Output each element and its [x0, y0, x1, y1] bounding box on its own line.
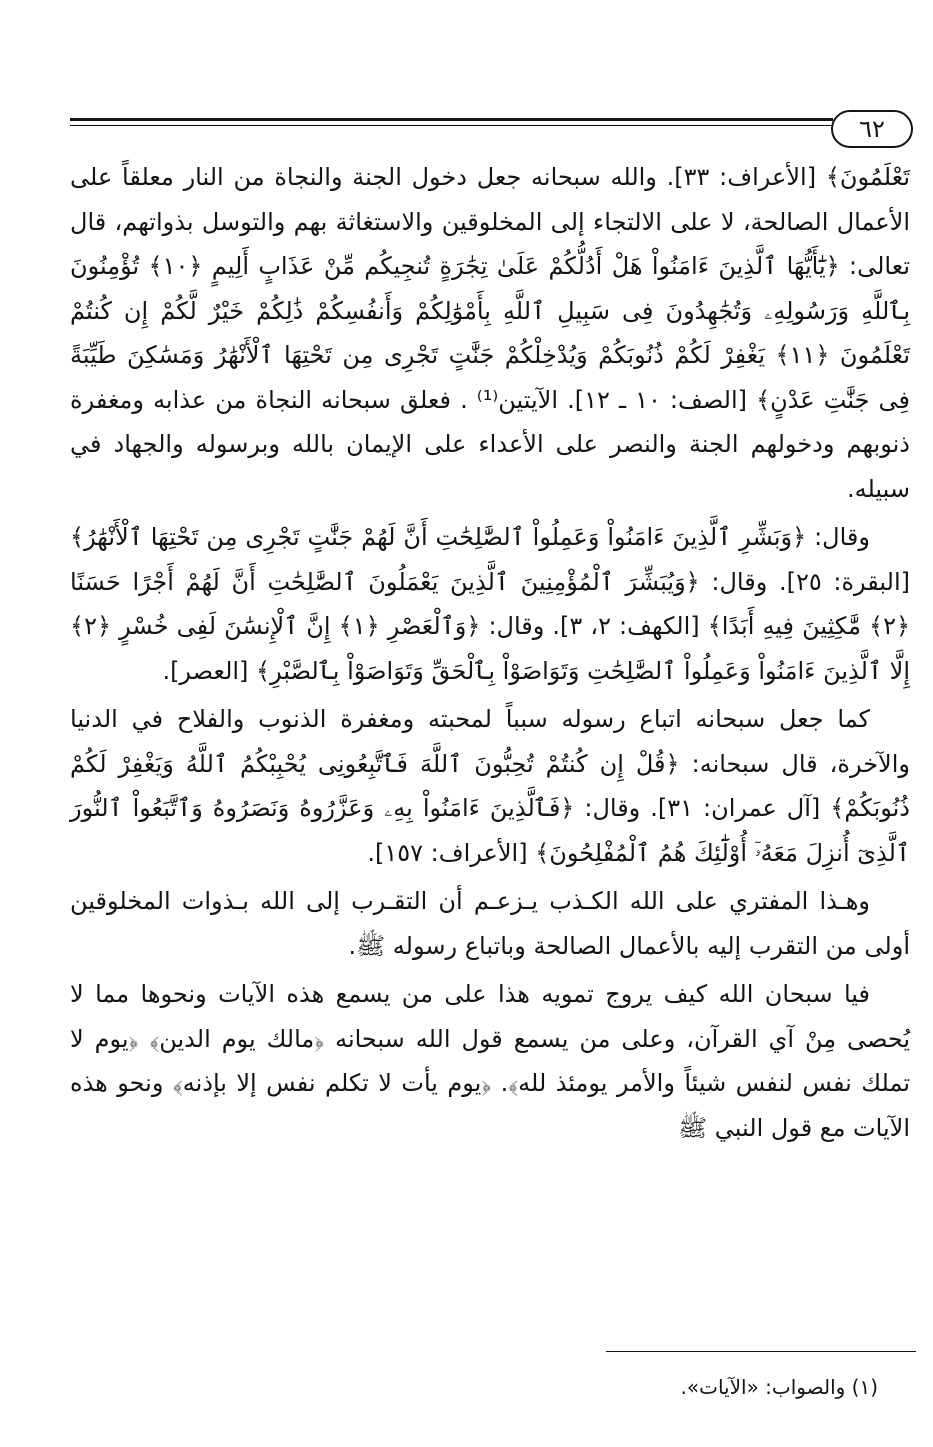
page-number: ٦٢	[831, 110, 913, 148]
paragraph-2: وقال: ﴿وَبَشِّرِ ٱلَّذِينَ ءَامَنُواْ وَعَمِلُواْ ٱلصَّٰلِحَٰتِ أَنَّ لَهُمْ جَنَّٰتٍ تَجْرِى مِن تَحْتِهَا ٱلْأَنْهَٰرُ﴾ [البقرة: ٢٥]. وقال: ﴿وَيُبَشِّرَ ٱلْمُؤْمِنِينَ ٱلَّذِينَ يَعْمَلُونَ ٱلصَّٰلِحَٰتِ أَنَّ لَهُمْ أَجْرًا حَسَنًا ﴿٢﴾ مَّٰكِثِينَ فِيهِ أَبَدًا﴾ [الكهف: ٢، ٣]. وقال: ﴿وَٱلْعَصْرِ ﴿١﴾ إِنَّ ٱلْإِنسَٰنَ لَفِى خُسْرٍ ﴿٢﴾ إِلَّا ٱلَّذِينَ ءَامَنُواْ وَعَمِلُواْ ٱلصَّٰلِحَٰتِ وَتَوَاصَوْاْ بِٱلْحَقِّ وَتَوَاصَوْاْ بِٱلصَّبْرِ﴾ [العصر].	[70, 523, 911, 685]
paragraph-4: وهـذا المفتري على الله الكـذب يـزعـم أن التقـرب إلى الله بـذوات المخلوقين أولى من التقرب إليه بالأعمال الصالحة وباتباع رسوله ﷺ.	[70, 887, 910, 960]
header-rule-thick	[70, 118, 833, 121]
paragraph-3: كما جعل سبحانه اتباع رسوله سبباً لمحبته ومغفرة الذنوب والفلاح في الدنيا والآخرة، قال سبحانه: ﴿قُلْ إِن كُنتُمْ تُحِبُّونَ ٱللَّهَ فَٱتَّبِعُونِى يُحْبِبْكُمُ ٱللَّهُ وَيَغْفِرْ لَكُمْ ذُنُوبَكُمْ﴾ [آل عمران: ٣١]. وقال: ﴿فَٱلَّذِينَ ءَامَنُواْ بِهِۦ وَعَزَّرُوهُ وَنَصَرُوهُ وَٱتَّبَعُواْ ٱلنُّورَ ٱلَّذِىٓ أُنزِلَ مَعَهُۥٓ أُوْلَٰٓئِكَ هُمُ ٱلْمُفْلِحُونَ﴾ [الأعراف: ١٥٧].	[70, 705, 910, 867]
main-text	[70, 155, 910, 1150]
footnote: (١) والصواب: «الآيات».	[680, 1375, 878, 1399]
paragraph-1: تَعْلَمُونَ﴾ [الأعراف: ٣٣]. والله سبحانه جعل دخول الجنة والنجاة من النار معلقاً على الأعمال الصالحة، لا على الالتجاء إلى المخلوقين والاستغاثة بهم والتوسل بذواتهم، قال تعالى: ﴿يَٰٓأَيُّهَا ٱلَّذِينَ ءَامَنُواْ هَلْ أَدُلُّكُمْ عَلَىٰ تِجَٰرَةٍ تُنجِيكُم مِّنْ عَذَابٍ أَلِيمٍ ﴿١٠﴾ تُؤْمِنُونَ بِٱللَّهِ وَرَسُولِهِۦ وَتُجَٰهِدُونَ فِى سَبِيلِ ٱللَّهِ بِأَمْوَٰلِكُمْ وَأَنفُسِكُمْ ذَٰلِكُمْ خَيْرٌ لَّكُمْ إِن كُنتُمْ تَعْلَمُونَ ﴿١١﴾ يَغْفِرْ لَكُمْ ذُنُوبَكُمْ وَيُدْخِلْكُمْ جَنَّٰتٍ تَجْرِى مِن تَحْتِهَا ٱلْأَنْهَٰرُ وَمَسَٰكِنَ طَيِّبَةً فِى جَنَّٰتِ عَدْنٍ﴾ [الصف: ١٠ ـ ١٢]. الآيتين⁽¹⁾ . فعلق سبحانه النجاة من عذابه ومغفرة ذنوبهم ودخولهم الجنة والنصر على الأعداء على الإيمان بالله وبرسوله والجهاد في سبيله.	[70, 163, 911, 503]
page-header	[70, 110, 913, 158]
paragraph-5: فيا سبحان الله كيف يروج تمويه هذا على من يسمع هذه الآيات ونحوها مما لا يُحصى مِنْ آي القرآن، وعلى من يسمع قول الله سبحانه ﴿مالك يوم الدين﴾ ﴿يوم لا تملك نفس لنفس شيئاً والأمر يومئذ لله﴾. ﴿يوم يأت لا تكلم نفس إلا بإذنه﴾ ونحو هذه الآيات مع قول النبي ﷺ	[70, 980, 910, 1142]
footnote-separator	[606, 1351, 916, 1352]
header-rule-thin	[70, 125, 833, 126]
